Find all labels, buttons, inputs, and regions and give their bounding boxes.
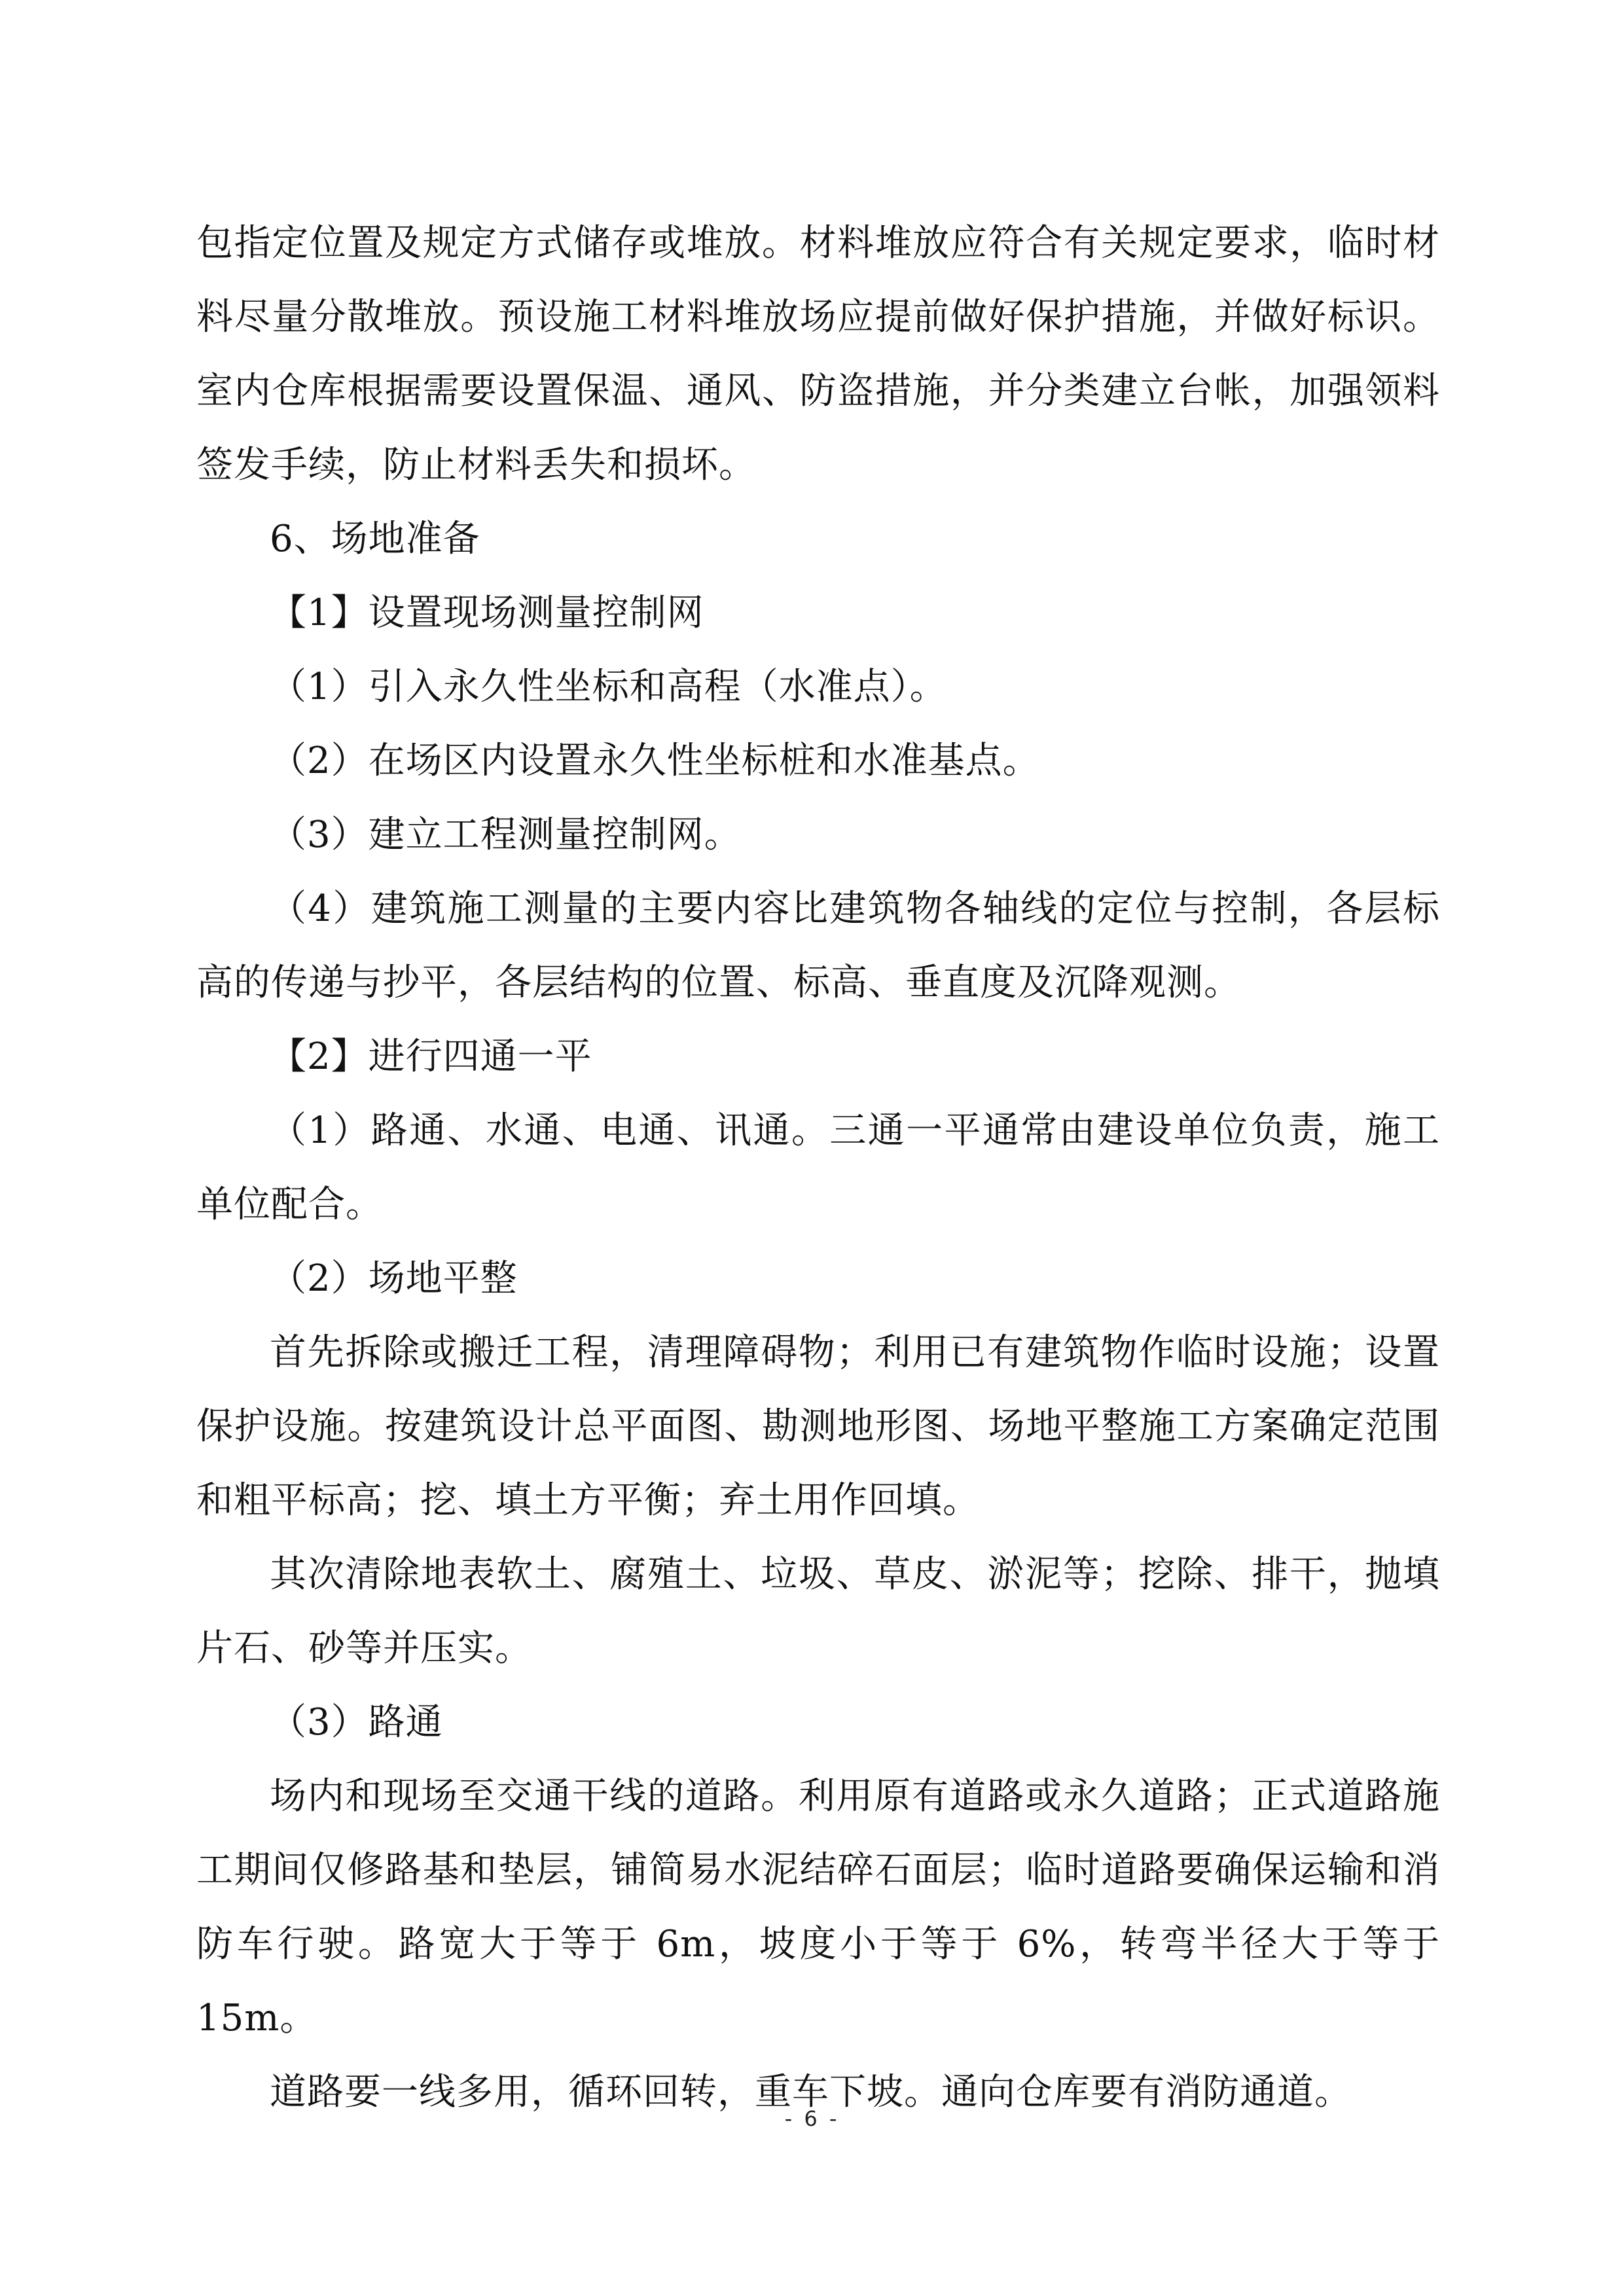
list-item-site-leveling: （2）场地平整	[270, 1257, 518, 1300]
paragraph-site-leveling-first: 首先拆除或搬迁工程，清理障碍物；利用已有建筑物作临时设施；设置保护设施。按建筑设计总平面图、勘测地形图、场地平整施工方案确定范围和粗平标高；挖、填土方平衡；弃土用作回填。	[196, 1331, 1440, 1522]
list-item-survey-2: （2）在场区内设置永久性坐标桩和水准基点。	[270, 740, 1040, 782]
subsection-heading-four-connections: 【2】进行四通一平	[270, 1035, 592, 1078]
paragraph-site-leveling-second: 其次清除地表软土、腐殖土、垃圾、草皮、淤泥等；挖除、排干，抛填片石、砂等并压实。	[196, 1553, 1440, 1670]
section-heading-site-preparation: 6、场地准备	[270, 518, 480, 560]
document-body	[196, 206, 1440, 2129]
list-item-survey-1: （1）引入永久性坐标和高程（水准点）。	[270, 666, 947, 708]
list-item-survey-4: （4）建筑施工测量的主要内容比建筑物各轴线的定位与控制，各层标高的传递与抄平，各层结构的位置、标高、垂直度及沉降观测。	[196, 888, 1440, 1004]
list-item-road-access: （3）路通	[270, 1701, 443, 1744]
paragraph-road-usage: 道路要一线多用，循环回转，重车下坡。通向仓库要有消防通道。	[270, 2071, 1352, 2113]
paragraph-material-storage: 包指定位置及规定方式储存或堆放。材料堆放应符合有关规定要求，临时材料尽量分散堆放。预设施工材料堆放场应提前做好保护措施，并做好标识。室内仓库根据需要设置保温、通风、防盗措施，并分类建立台帐，加强领料签发手续，防止材料丢失和损坏。	[196, 222, 1440, 486]
subsection-heading-survey-control: 【1】设置现场测量控制网	[270, 592, 704, 634]
page-number: - 6 -	[784, 2106, 840, 2131]
list-item-connections-1: （1）路通、水通、电通、讯通。三通一平通常由建设单位负责，施工单位配合。	[196, 1109, 1440, 1226]
list-item-survey-3: （3）建立工程测量控制网。	[270, 814, 742, 856]
paragraph-road-requirements: 场内和现场至交通干线的道路。利用原有道路或永久道路；正式道路施工期间仅修路基和垫层，铺简易水泥结碎石面层；临时道路要确保运输和消防车行驶。路宽大于等于 6m，坡度小于等于 6%，转弯半径大于等于 15m。	[196, 1775, 1440, 2039]
